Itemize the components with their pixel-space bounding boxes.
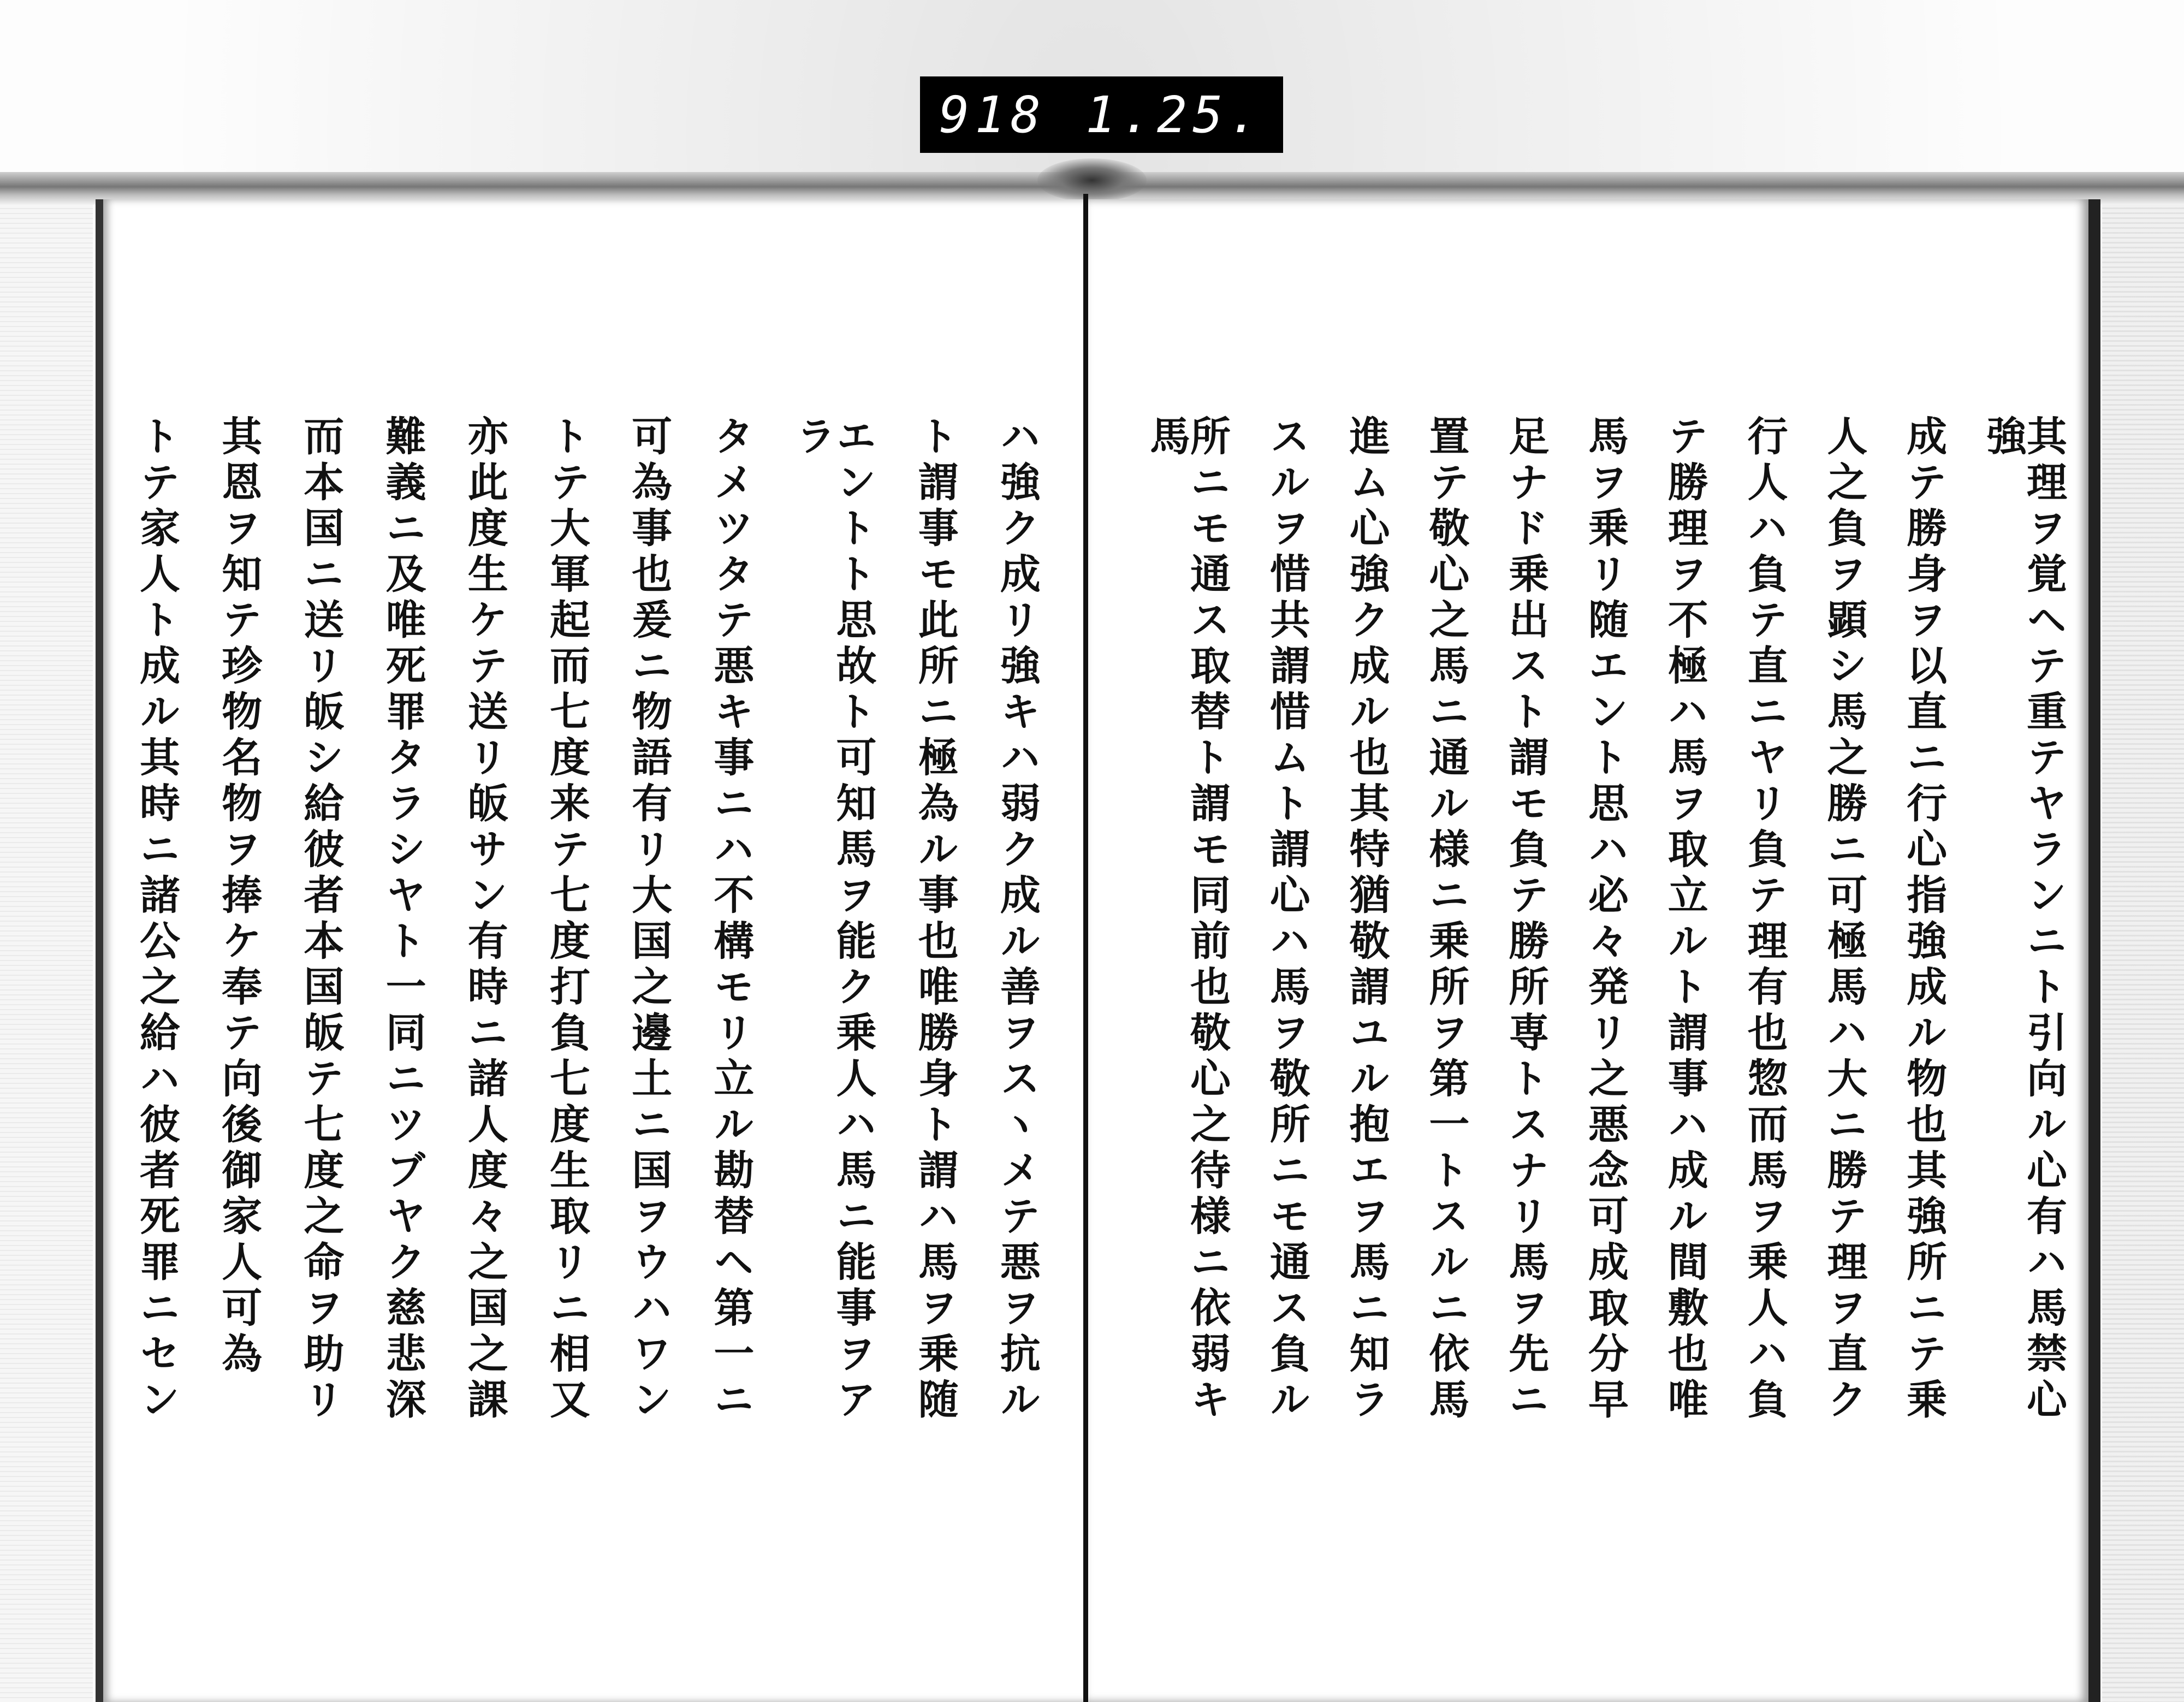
right-page-text	[1143, 415, 2067, 1452]
left-column-8: 難義ニ及唯死罪タラシヤト一同ニツブヤク慈悲深	[379, 415, 426, 1424]
right-column-11: 所ニモ通ス取替ト謂モ同前也敬心之待様ニ依弱キ馬	[1143, 415, 1231, 1424]
left-column-4: タメツタテ悪キ事ニハ不構モリ立ル勘替ヘ第一ニ	[707, 415, 755, 1424]
right-column-4: 行人ハ負テ直ニヤリ負テ理有也惣而馬ヲ乗人ハ負	[1741, 415, 1788, 1424]
left-column-3: エントト思故ト可知馬ヲ能ク乗人ハ馬ニ能事ヲアラ	[789, 415, 877, 1424]
book-gutter	[1083, 194, 1088, 1702]
left-column-9: 而本国ニ送リ皈シ給彼者本国皈テ七度之命ヲ助リ	[297, 415, 345, 1424]
archive-label	[920, 76, 1283, 153]
right-column-1: 其理ヲ覚ヘテ重テヤランニト引向ル心有ハ馬禁心強	[1979, 415, 2067, 1424]
left-column-10: 其恩ヲ知テ珍物名物ヲ捧ケ奉テ向後御家人可為	[215, 415, 263, 1378]
right-column-5: テ勝理ヲ不極ハ馬ヲ取立ルト謂事ハ成ル間敷也唯	[1661, 415, 1708, 1424]
left-column-1: ハ強ク成リ強キハ弱ク成ル善ヲスヽメテ悪ヲ抗ル	[993, 415, 1041, 1424]
right-column-3: 人之負ヲ顕シ馬之勝ニ可極馬ハ大ニ勝テ理ヲ直ク	[1820, 415, 1868, 1424]
right-page-edges	[2102, 199, 2184, 1702]
right-column-7: 足ナド乗出スト謂モ負テ勝所専トスナリ馬ヲ先ニ	[1502, 415, 1550, 1424]
right-column-9: 進ム心強ク成ル也其特猶敬謂ユル抱エヲ馬ニ知ラ	[1343, 415, 1390, 1424]
left-column-6: トテ大軍起而七度来テ七度打負七度生取リニ相又	[543, 415, 590, 1424]
right-column-10: スルヲ惜共謂惜ムト謂心ハ馬ヲ敬所ニモ通ス負ル	[1263, 415, 1310, 1424]
left-column-11: トテ家人ト成ル其時ニ諸公之給ハ彼者死罪ニセン	[133, 415, 180, 1424]
right-column-8: 置テ敬心之馬ニ通ル様ニ乗所ヲ第一トスルニ依馬	[1422, 415, 1470, 1424]
label-left-number: 918	[939, 85, 1047, 144]
left-column-2: ト謂事モ此所ニ極為ル事也唯勝身ト謂ハ馬ヲ乗随	[911, 415, 959, 1424]
left-column-7: 亦此度生ケテ送リ皈サン有時ニ諸人度々之国之課	[461, 415, 508, 1424]
label-right-number: 1.25.	[1085, 85, 1264, 144]
right-column-6: 馬ヲ乗リ随エント思ハ必々発リ之悪念可成取分早	[1581, 415, 1629, 1424]
spine-blot	[1037, 158, 1147, 202]
left-column-5: 可為事也爰ニ物語有リ大国之邊土ニ国ヲウハワン	[625, 415, 673, 1424]
right-column-2: 成テ勝身ヲ以直ニ行心指強成ル物也其強所ニテ乗	[1900, 415, 1948, 1424]
left-page-text	[133, 415, 1041, 1452]
left-page-edges	[0, 199, 93, 1702]
